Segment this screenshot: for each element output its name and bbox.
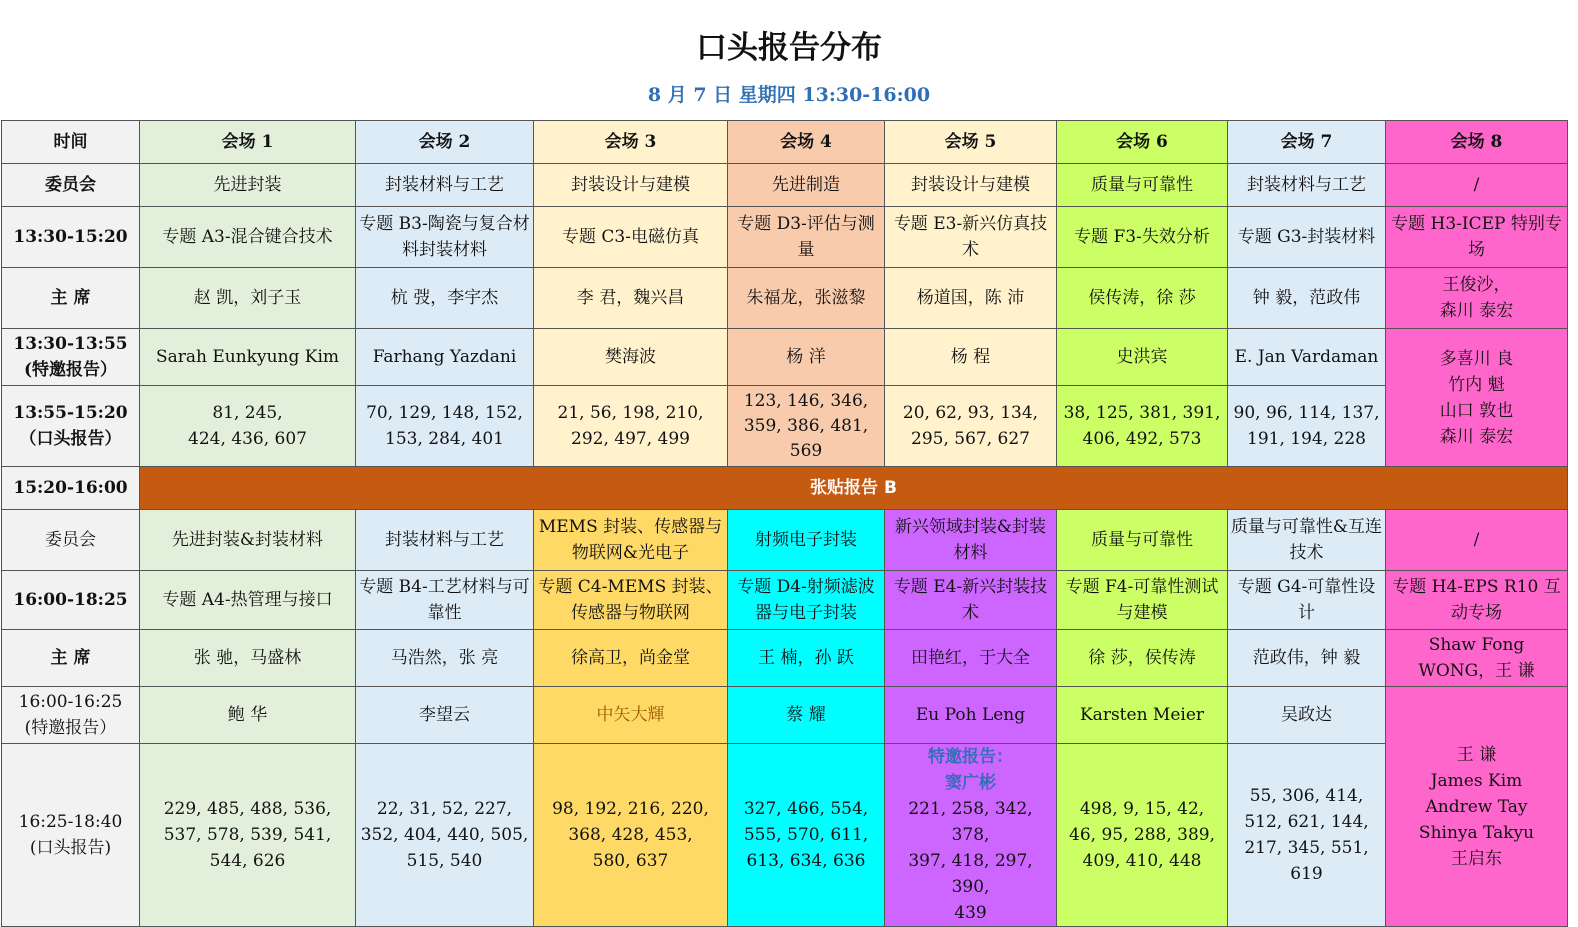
row-label: 主 席	[2, 630, 140, 687]
session-cell: 专题 G4-可靠性设计	[1228, 571, 1386, 630]
time-cell: 13:30-13:55 (特邀报告）	[2, 329, 140, 386]
chair-cell: 张 驰，马盛林	[140, 630, 356, 687]
header-venue-1: 会场 1	[140, 121, 356, 164]
oral-cell-venue5	[885, 744, 1057, 927]
committee-cell: 先进封装	[140, 164, 356, 207]
committee-cell: /	[1386, 510, 1568, 571]
committee-cell: 质量与可靠性&互连技术	[1228, 510, 1386, 571]
venue8-speakers: 王 谦 James Kim Andrew Tay Shinya Takyu 王启东	[1386, 687, 1568, 927]
committee-cell: 新兴领域封装&封装材料	[885, 510, 1057, 571]
session-cell: 专题 C4-MEMS 封装、传感器与物联网	[534, 571, 728, 630]
invited-row-2	[2, 687, 1568, 744]
committee-cell: 封装设计与建模	[885, 164, 1057, 207]
invited-cell: Eu Poh Leng	[885, 687, 1057, 744]
header-venue-6: 会场 6	[1057, 121, 1228, 164]
session-cell: 专题 E4-新兴封装技术	[885, 571, 1057, 630]
header-venue-2: 会场 2	[356, 121, 534, 164]
session-cell: 专题 A3-混合键合技术	[140, 207, 356, 268]
oral-cell: 21, 56, 198, 210, 292, 497, 499	[534, 386, 728, 467]
invited-cell: Farhang Yazdani	[356, 329, 534, 386]
time-cell: 13:30-15:20	[2, 207, 140, 268]
chair-cell: 范政伟，钟 毅	[1228, 630, 1386, 687]
session-cell: 专题 B4-工艺材料与可靠性	[356, 571, 534, 630]
chair-cell: 杭 弢，李宇杰	[356, 268, 534, 329]
oral-cell: 38, 125, 381, 391, 406, 492, 573	[1057, 386, 1228, 467]
page-title: 口头报告分布	[696, 30, 882, 66]
chair-cell: 徐 莎，侯传涛	[1057, 630, 1228, 687]
session-row-2	[2, 571, 1568, 630]
chair-row-2	[2, 630, 1568, 687]
invited-cell: 李望云	[356, 687, 534, 744]
committee-cell: 封装材料与工艺	[356, 164, 534, 207]
session-cell: 专题 H4-EPS R10 互动专场	[1386, 571, 1568, 630]
oral-cell: 90, 96, 114, 137, 191, 194, 228	[1228, 386, 1386, 467]
header-venue-8: 会场 8	[1386, 121, 1568, 164]
chair-cell: 王俊沙， 森川 泰宏	[1386, 268, 1568, 329]
session-cell: 专题 E3-新兴仿真技术	[885, 207, 1057, 268]
poster-banner: 张贴报告 B	[140, 467, 1568, 510]
oral-cell: 98, 192, 216, 220, 368, 428, 453, 580, 637	[534, 744, 728, 927]
invited-cell: Karsten Meier	[1057, 687, 1228, 744]
time-cell: 15:20-16:00	[2, 467, 140, 510]
header-venue-5: 会场 5	[885, 121, 1057, 164]
session-cell: 专题 D4-射频滤波器与电子封装	[728, 571, 885, 630]
oral-cell: 20, 62, 93, 134, 295, 567, 627	[885, 386, 1057, 467]
header-time: 时间	[2, 121, 140, 164]
chair-cell: 赵 凯，刘子玉	[140, 268, 356, 329]
committee-cell: 先进制造	[728, 164, 885, 207]
chair-cell: 杨道国，陈 沛	[885, 268, 1057, 329]
invited-cell: 中矢大輝	[534, 687, 728, 744]
invited-cell: 吴政达	[1228, 687, 1386, 744]
committee-cell: 质量与可靠性	[1057, 164, 1228, 207]
oral-cell: 81, 245, 424, 436, 607	[140, 386, 356, 467]
header-venue-4: 会场 4	[728, 121, 885, 164]
invited-cell: 杨 程	[885, 329, 1057, 386]
chair-cell: 侯传涛，徐 莎	[1057, 268, 1228, 329]
committee-row-1	[2, 164, 1568, 207]
time-cell: 16:00-16:25 (特邀报告）	[2, 687, 140, 744]
session-cell: 专题 F3-失效分析	[1057, 207, 1228, 268]
chair-cell: 李 君，魏兴昌	[534, 268, 728, 329]
chair-cell: 田艳红，于大全	[885, 630, 1057, 687]
header-row	[2, 121, 1568, 164]
chair-cell: 马浩然，张 亮	[356, 630, 534, 687]
time-cell: 16:25-18:40 (口头报告)	[2, 744, 140, 927]
session-cell: 专题 A4-热管理与接口	[140, 571, 356, 630]
committee-cell: 封装材料与工艺	[356, 510, 534, 571]
row-label: 委员会	[2, 164, 140, 207]
committee-cell: 质量与可靠性	[1057, 510, 1228, 571]
oral-row-2	[2, 744, 1568, 927]
oral-cell: 22, 31, 52, 227, 352, 404, 440, 505, 515, 540	[356, 744, 534, 927]
session-cell: 专题 B3-陶瓷与复合材料封装材料	[356, 207, 534, 268]
chair-cell: Shaw Fong WONG，王 谦	[1386, 630, 1568, 687]
invited-cell: 蔡 耀	[728, 687, 885, 744]
session-cell: 专题 D3-评估与测量	[728, 207, 885, 268]
time-cell: 13:55-15:20 （口头报告）	[2, 386, 140, 467]
committee-cell: 射频电子封装	[728, 510, 885, 571]
invited-cell: 史洪宾	[1057, 329, 1228, 386]
committee-cell: 封装材料与工艺	[1228, 164, 1386, 207]
committee-cell: /	[1386, 164, 1568, 207]
chair-cell: 钟 毅，范政伟	[1228, 268, 1386, 329]
header-venue-3: 会场 3	[534, 121, 728, 164]
committee-cell: MEMS 封装、传感器与物联网&光电子	[534, 510, 728, 571]
invited-cell: 樊海波	[534, 329, 728, 386]
committee-cell: 封装设计与建模	[534, 164, 728, 207]
poster-row	[2, 467, 1568, 510]
schedule-table	[1, 120, 1568, 927]
invited-cell: E. Jan Vardaman	[1228, 329, 1386, 386]
chair-row-1	[2, 268, 1568, 329]
invited-row-1	[2, 329, 1568, 386]
session-cell: 专题 H3-ICEP 特别专场	[1386, 207, 1568, 268]
invited-cell: 鲍 华	[140, 687, 356, 744]
oral-cell: 327, 466, 554, 555, 570, 611, 613, 634, 636	[728, 744, 885, 927]
session-cell: 专题 G3-封装材料	[1228, 207, 1386, 268]
chair-cell: 徐高卫，尚金堂	[534, 630, 728, 687]
venue8-speakers: 多喜川 良 竹内 魁 山口 敦也 森川 泰宏	[1386, 329, 1568, 467]
page-subtitle: 8 月 7 日 星期四 13:30-16:00	[647, 84, 931, 106]
oral-cell: 498, 9, 15, 42, 46, 95, 288, 389, 409, 410, 448	[1057, 744, 1228, 927]
oral-cell: 55, 306, 414, 512, 621, 144, 217, 345, 551, 619	[1228, 744, 1386, 927]
invited-cell: 杨 洋	[728, 329, 885, 386]
session-cell: 专题 F4-可靠性测试与建模	[1057, 571, 1228, 630]
committee-cell: 先进封装&封装材料	[140, 510, 356, 571]
time-cell: 16:00-18:25	[2, 571, 140, 630]
row-label: 委员会	[2, 510, 140, 571]
session-row-1	[2, 207, 1568, 268]
invited-cell: Sarah Eunkyung Kim	[140, 329, 356, 386]
oral-cell: 123, 146, 346, 359, 386, 481, 569	[728, 386, 885, 467]
committee-row-2	[2, 510, 1568, 571]
oral-cell: 70, 129, 148, 152, 153, 284, 401	[356, 386, 534, 467]
row-label: 主 席	[2, 268, 140, 329]
invited-report-label: 特邀报告：	[928, 747, 1013, 767]
chair-cell: 王 楠，孙 跃	[728, 630, 885, 687]
header-venue-7: 会场 7	[1228, 121, 1386, 164]
invited-report-name: 窦广彬	[945, 773, 996, 793]
chair-cell: 朱福龙，张滋黎	[728, 268, 885, 329]
oral-row-1	[2, 386, 1568, 467]
oral-cell: 229, 485, 488, 536, 537, 578, 539, 541, 544, 626	[140, 744, 356, 927]
oral-numbers: 221, 258, 342, 378, 397, 418, 297, 390, 439	[908, 799, 1033, 923]
session-cell: 专题 C3-电磁仿真	[534, 207, 728, 268]
